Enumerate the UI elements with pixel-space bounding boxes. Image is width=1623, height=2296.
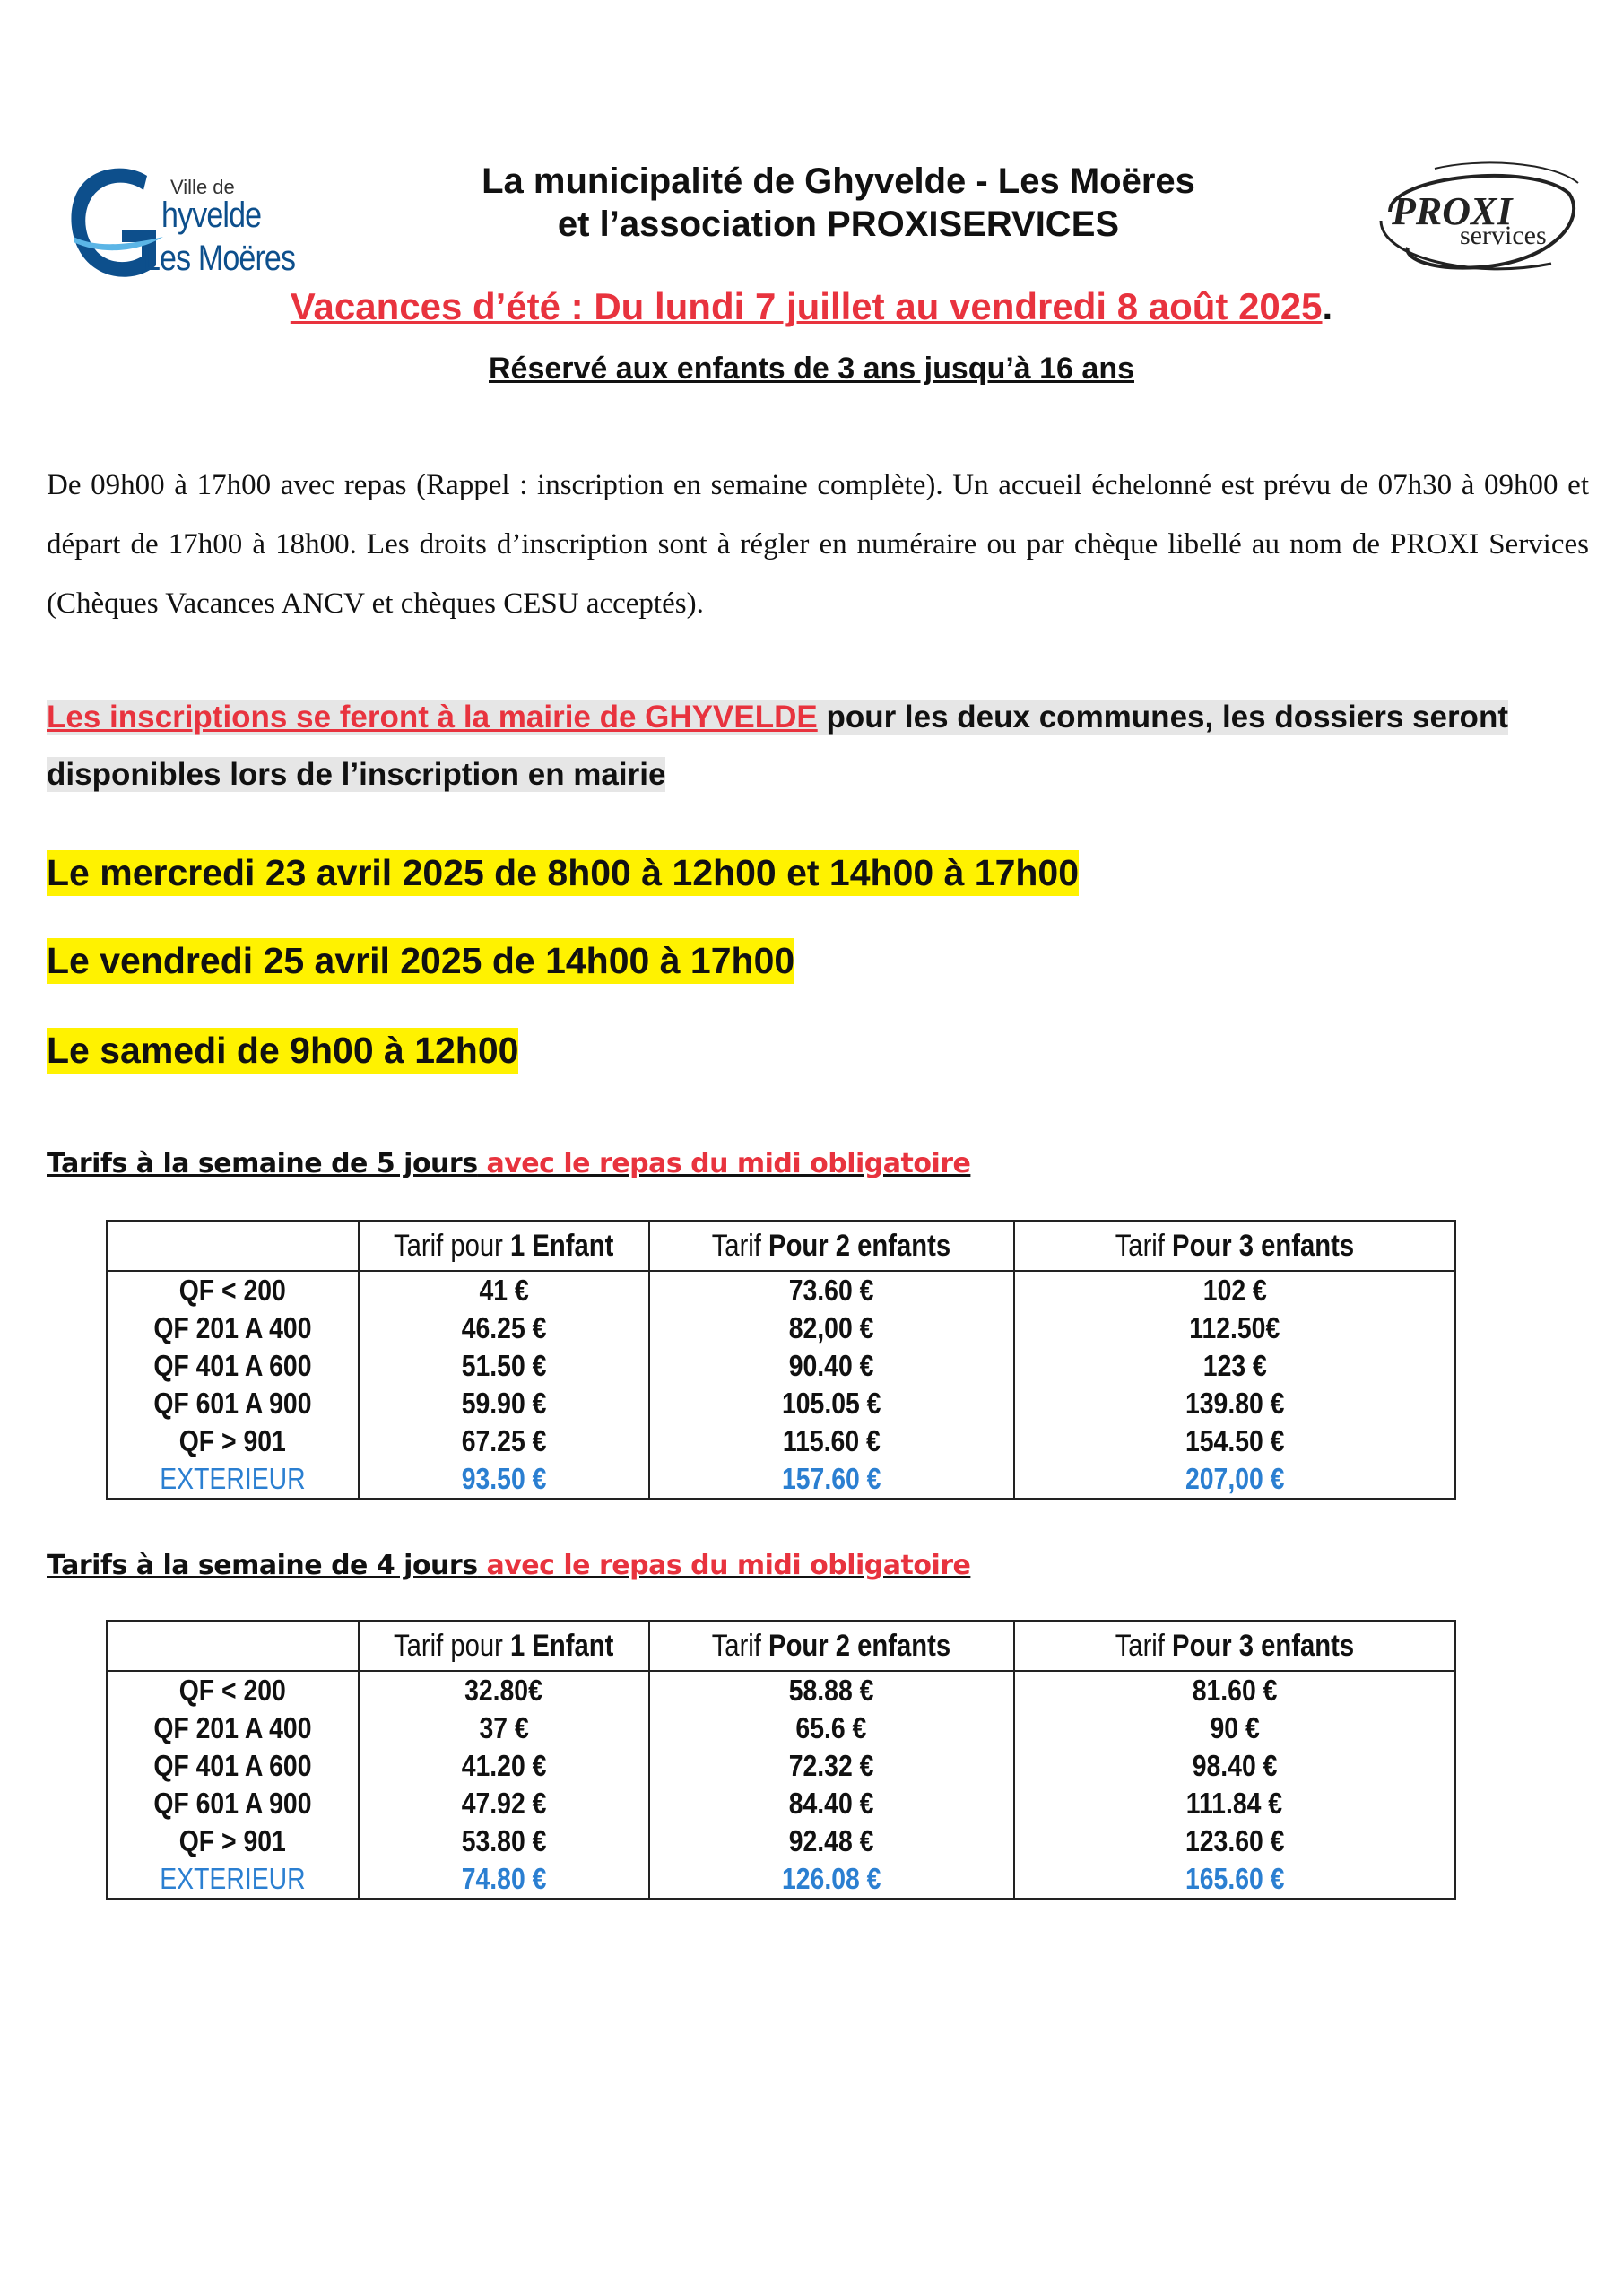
row-label: EXTERIEUR — [107, 1460, 359, 1499]
price-cell: 81.60 € — [1014, 1671, 1455, 1709]
tarif-heading-5-days-red: avec le repas du midi obligatoire — [477, 1148, 971, 1179]
price-cell: 32.80€ — [359, 1671, 649, 1709]
intro-paragraph: De 09h00 à 17h00 avec repas (Rappel : inscription en semaine complète). Un accueil échelonné est prévu de 07h30 à 09h00 et départ de 17h00 à 18h00. Les droits d’inscription sont à régler en numéraire ou par chèque libellé au nom de PROXI Services (Chèques Vacances ANCV et chèques CESU acceptés). — [47, 469, 1589, 620]
tarif-heading-4-days-text: Tarifs à la semaine de 4 jours — [47, 1550, 478, 1581]
price-cell: 207,00 € — [1014, 1460, 1455, 1499]
price-cell: 67.25 € — [359, 1422, 649, 1460]
vacances-dot: . — [1322, 285, 1333, 327]
table-row — [107, 1385, 1455, 1422]
row-label: QF 401 A 600 — [107, 1747, 359, 1785]
price-cell: 82,00 € — [649, 1309, 1014, 1347]
age-range-notice: Réservé aux enfants de 3 ans jusqu’à 16 ans — [489, 352, 1134, 386]
table-header-row — [107, 1221, 1455, 1271]
price-cell: 47.92 € — [359, 1785, 649, 1822]
price-cell: 73.60 € — [649, 1271, 1014, 1309]
price-cell: 126.08 € — [649, 1860, 1014, 1899]
column-header: Tarif Pour 2 enfants — [649, 1221, 1014, 1271]
row-label: QF 401 A 600 — [107, 1347, 359, 1385]
proxi-wordmark: PROXI — [1392, 189, 1513, 233]
table-header-row — [107, 1621, 1455, 1671]
table-corner-cell — [107, 1221, 359, 1271]
row-label: QF > 901 — [107, 1422, 359, 1460]
registration-date-2: Le vendredi 25 avril 2025 de 14h00 à 17h00 — [47, 938, 794, 984]
price-cell: 93.50 € — [359, 1460, 649, 1499]
table-row — [107, 1422, 1455, 1460]
table-row — [107, 1671, 1455, 1709]
price-cell: 139.80 € — [1014, 1385, 1455, 1422]
services-wordmark: services — [1460, 221, 1547, 250]
price-cell: 165.60 € — [1014, 1860, 1455, 1899]
table-corner-cell — [107, 1621, 359, 1671]
logo-les-moeres: Les Moëres — [143, 239, 296, 278]
price-cell: 115.60 € — [649, 1422, 1014, 1460]
price-cell: 102 € — [1014, 1271, 1455, 1309]
price-cell: 154.50 € — [1014, 1422, 1455, 1460]
column-header: Tarif Pour 2 enfants — [649, 1621, 1014, 1671]
price-cell: 46.25 € — [359, 1309, 649, 1347]
price-cell: 65.6 € — [649, 1709, 1014, 1747]
price-cell: 90.40 € — [649, 1347, 1014, 1385]
column-header: Tarif pour 1 Enfant — [359, 1621, 649, 1671]
table-row-exterieur — [107, 1460, 1455, 1499]
price-cell: 41.20 € — [359, 1747, 649, 1785]
row-label: QF 201 A 400 — [107, 1709, 359, 1747]
price-cell: 123 € — [1014, 1347, 1455, 1385]
price-cell: 112.50€ — [1014, 1309, 1455, 1347]
inscriptions-notice — [47, 689, 1598, 804]
column-header: Tarif Pour 3 enfants — [1014, 1221, 1455, 1271]
row-label: QF > 901 — [107, 1822, 359, 1860]
logo-hyvelde: hyvelde — [161, 196, 262, 235]
price-cell: 90 € — [1014, 1709, 1455, 1747]
price-cell: 58.88 € — [649, 1671, 1014, 1709]
price-cell: 157.60 € — [649, 1460, 1014, 1499]
registration-date-3: Le samedi de 9h00 à 12h00 — [47, 1028, 518, 1074]
table-row-exterieur — [107, 1860, 1455, 1899]
vacances-text: Vacances d’été : Du lundi 7 juillet au vendredi 8 août 2025 — [290, 285, 1323, 327]
price-cell: 59.90 € — [359, 1385, 649, 1422]
row-label: QF 201 A 400 — [107, 1309, 359, 1347]
tarif-table-4-days — [106, 1620, 1456, 1900]
row-label: QF < 200 — [107, 1271, 359, 1309]
tarif-table-5-days — [106, 1220, 1456, 1500]
column-header: Tarif pour 1 Enfant — [359, 1221, 649, 1271]
inscriptions-details: pour les deux communes, les dossiers seront disponibles lors de l’inscription en mairie — [47, 700, 1508, 792]
tarif-heading-5-days — [47, 1148, 970, 1179]
table-row — [107, 1785, 1455, 1822]
table-row — [107, 1347, 1455, 1385]
table-row — [107, 1709, 1455, 1747]
price-cell: 92.48 € — [649, 1822, 1014, 1860]
logo-ville-de: Ville de — [170, 176, 235, 198]
tarif-heading-5-days-text: Tarifs à la semaine de 5 jours — [47, 1148, 478, 1179]
price-cell: 51.50 € — [359, 1347, 649, 1385]
price-cell: 37 € — [359, 1709, 649, 1747]
price-cell: 53.80 € — [359, 1822, 649, 1860]
registration-date-1: Le mercredi 23 avril 2025 de 8h00 à 12h00 et 14h00 à 17h00 — [47, 850, 1079, 896]
price-cell: 111.84 € — [1014, 1785, 1455, 1822]
page-title-line1: La municipalité de Ghyvelde - Les Moëres — [482, 161, 1195, 201]
price-cell: 105.05 € — [649, 1385, 1014, 1422]
table-row — [107, 1822, 1455, 1860]
row-label: QF < 200 — [107, 1671, 359, 1709]
price-cell: 123.60 € — [1014, 1822, 1455, 1860]
price-cell: 41 € — [359, 1271, 649, 1309]
row-label: EXTERIEUR — [107, 1860, 359, 1899]
vacances-dates — [0, 285, 1623, 328]
inscriptions-location: Les inscriptions se feront à la mairie de GHYVELDE — [47, 700, 818, 735]
price-cell: 72.32 € — [649, 1747, 1014, 1785]
price-cell: 84.40 € — [649, 1785, 1014, 1822]
table-row — [107, 1747, 1455, 1785]
row-label: QF 601 A 900 — [107, 1785, 359, 1822]
row-label: QF 601 A 900 — [107, 1385, 359, 1422]
table-row — [107, 1271, 1455, 1309]
price-cell: 98.40 € — [1014, 1747, 1455, 1785]
column-header: Tarif Pour 3 enfants — [1014, 1621, 1455, 1671]
tarif-heading-4-days — [47, 1550, 970, 1581]
page-title-line2: et l’association PROXISERVICES — [557, 204, 1120, 244]
table-row — [107, 1309, 1455, 1347]
tarif-heading-4-days-red: avec le repas du midi obligatoire — [477, 1550, 971, 1581]
price-cell: 74.80 € — [359, 1860, 649, 1899]
